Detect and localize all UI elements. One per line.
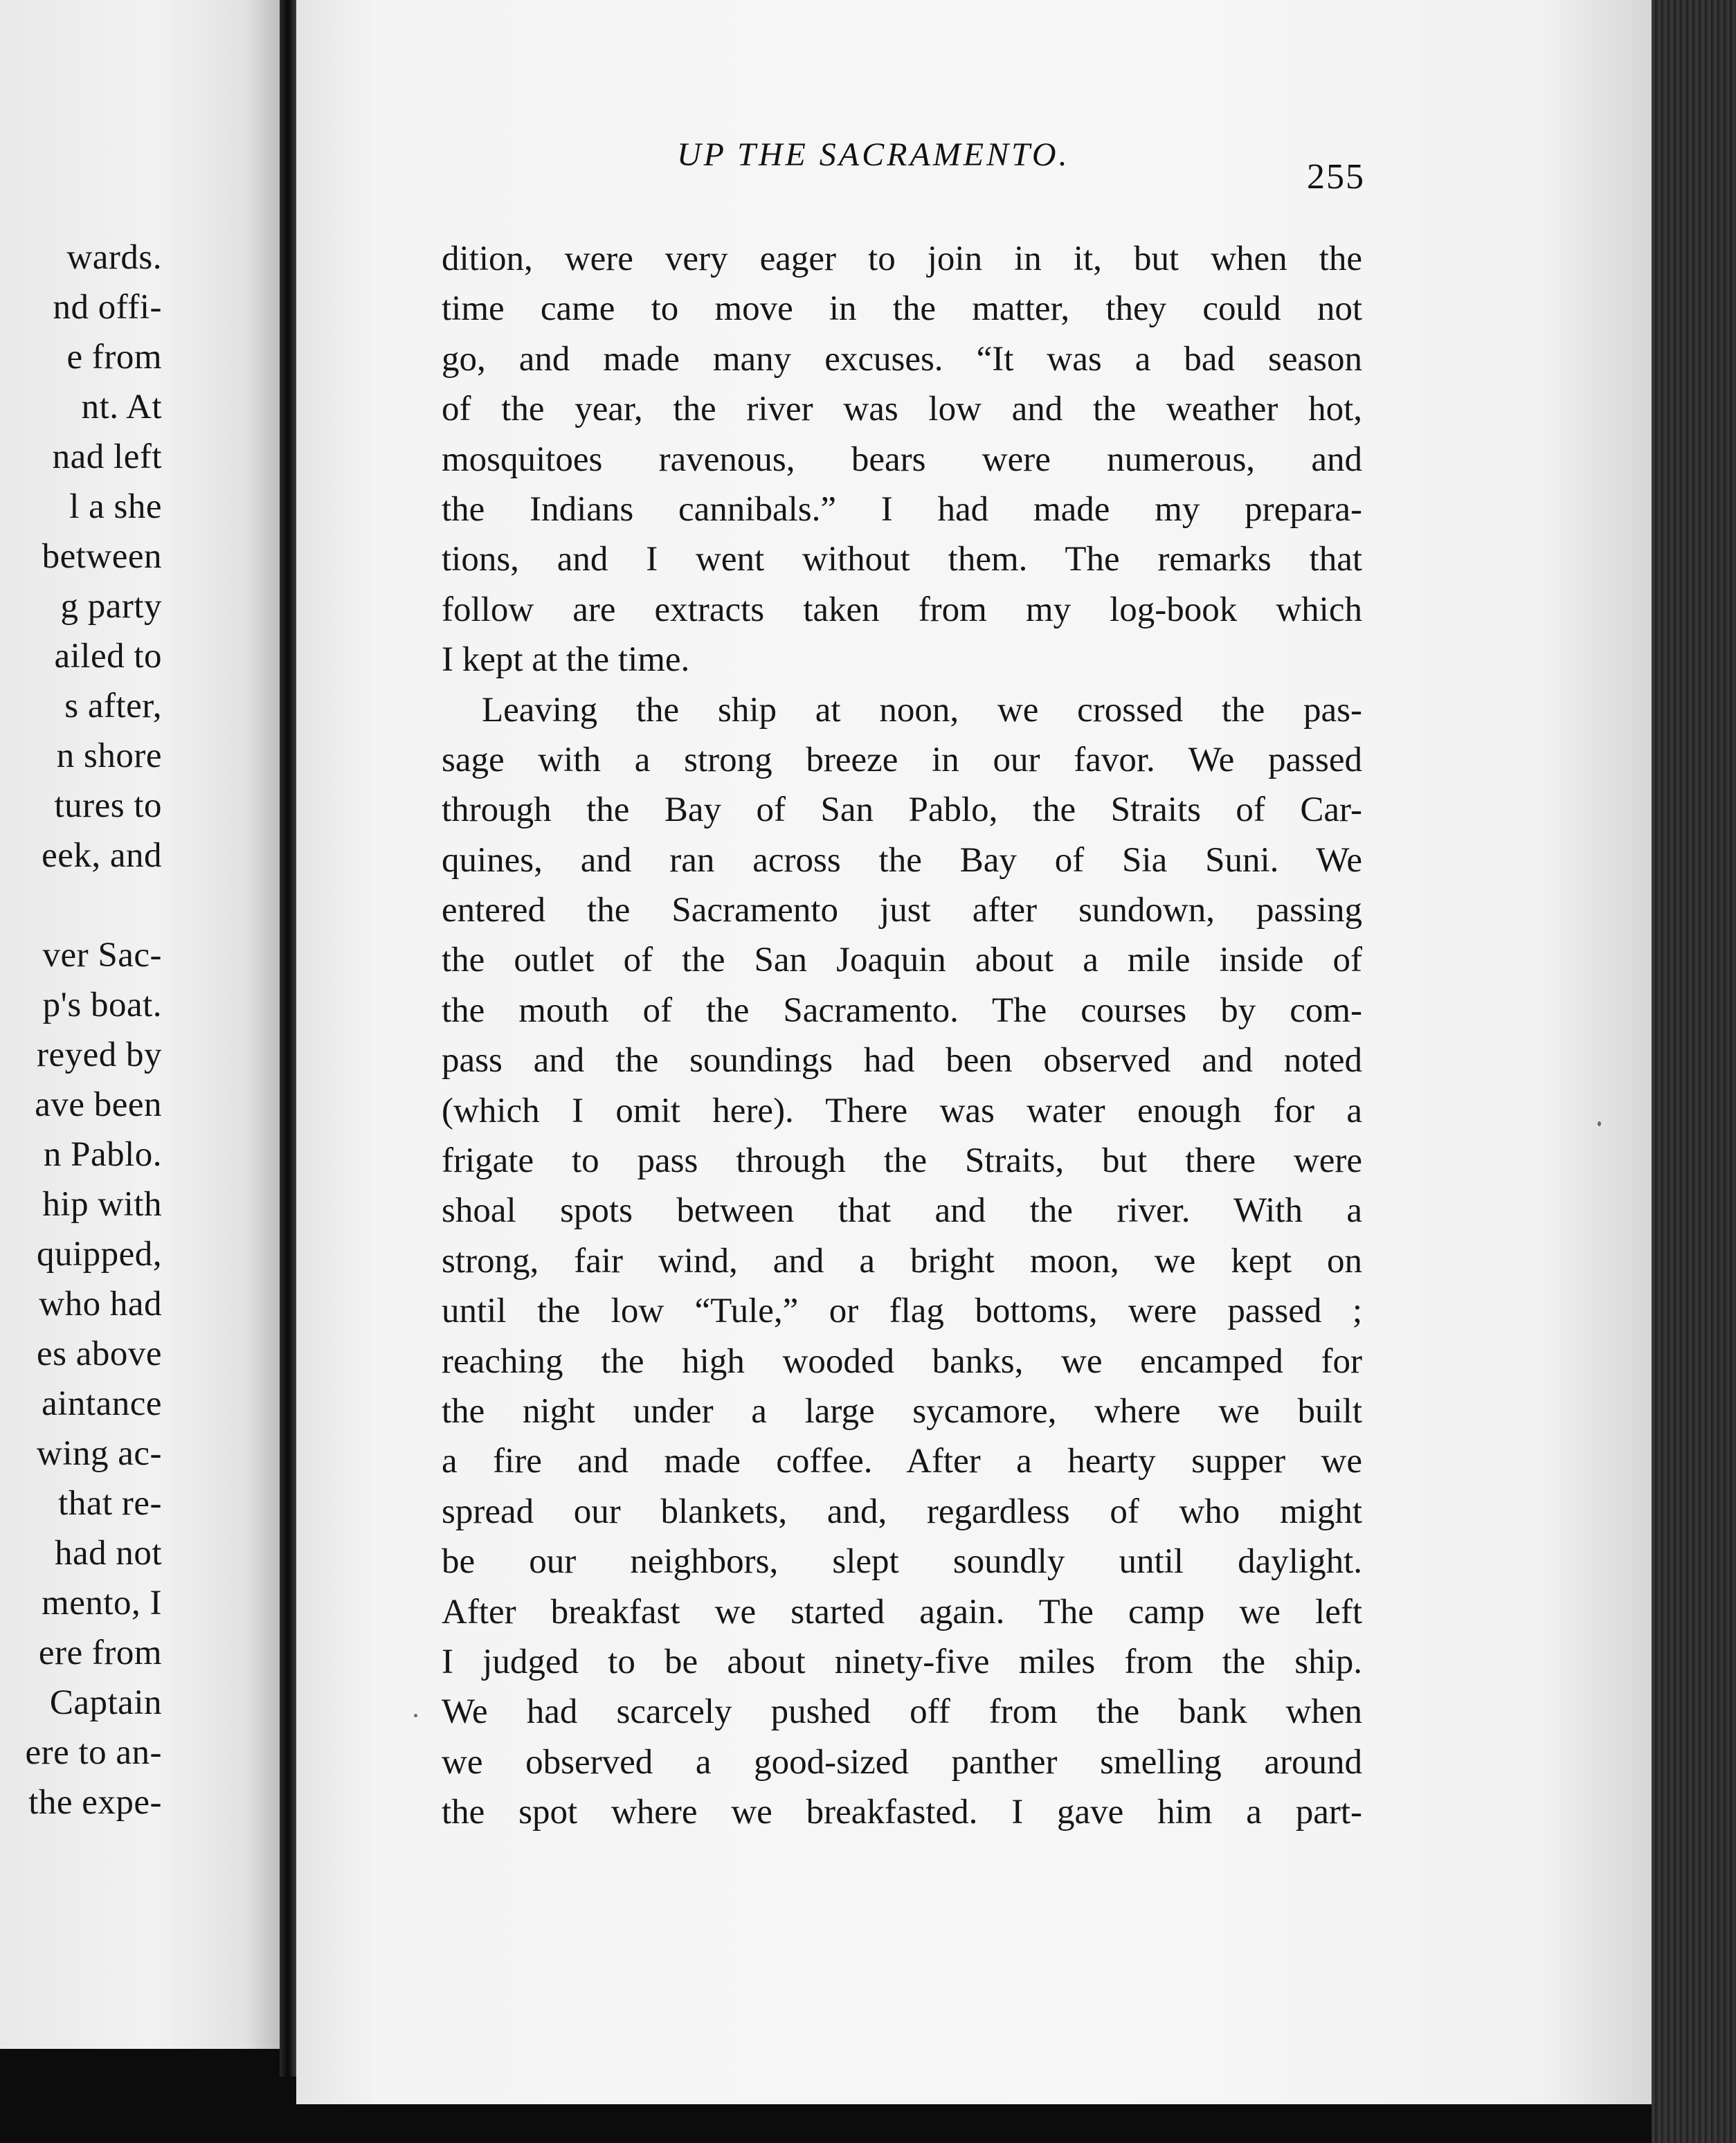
- book-gutter: [280, 0, 296, 2077]
- text-line: through the Bay of San Pablo, the Straits of Car-: [442, 790, 1362, 830]
- text-line: go, and made many excuses. “It was a bad season: [442, 339, 1362, 379]
- left-page-line: nt. At: [81, 388, 162, 426]
- text-line: be our neighbors, slept soundly until daylight.: [442, 1542, 1362, 1582]
- text-line: the outlet of the San Joaquin about a mile inside of: [442, 941, 1362, 980]
- text-line: of the year, the river was low and the weather hot,: [442, 390, 1362, 429]
- text-line: I kept at the time.: [442, 640, 690, 680]
- left-page-line: n shore: [56, 736, 162, 775]
- text-line: pass and the soundings had been observed and noted: [442, 1041, 1362, 1080]
- text-line: tions, and I went without them. The remarks that: [442, 540, 1362, 579]
- scan-speck: [1598, 1121, 1601, 1126]
- left-page-line: wards.: [66, 238, 162, 277]
- text-line: sage with a strong breeze in our favor. We passed: [442, 740, 1362, 779]
- left-page-line: aintance: [42, 1384, 162, 1423]
- text-line: time came to move in the matter, they could not: [442, 289, 1362, 329]
- left-page-line: that re-: [58, 1484, 162, 1523]
- left-page-line: hip with: [42, 1185, 162, 1224]
- text-line: the Indians cannibals.” I had made my prepara-: [442, 489, 1362, 529]
- text-line: the spot where we breakfasted. I gave him a part-: [442, 1793, 1362, 1832]
- page-number: 255: [1307, 157, 1365, 197]
- left-page-line: who had: [39, 1285, 162, 1323]
- left-page-line: quipped,: [36, 1235, 162, 1274]
- text-line: reaching the high wooded banks, we encamped for: [442, 1341, 1362, 1381]
- left-page-line: Captain: [49, 1683, 162, 1722]
- text-line: dition, were very eager to join in it, but when the: [442, 239, 1362, 278]
- running-head-title: UP THE SACRAMENTO.: [677, 136, 1070, 173]
- right-page: [296, 0, 1652, 2118]
- text-line: entered the Sacramento just after sundown, passing: [442, 891, 1362, 930]
- text-line: follow are extracts taken from my log-book which: [442, 590, 1362, 629]
- left-page-line: tures to: [54, 786, 162, 825]
- text-line: I judged to be about ninety-five miles from the ship.: [442, 1642, 1362, 1681]
- text-line: the mouth of the Sacramento. The courses by com-: [442, 991, 1362, 1030]
- left-page-line: e from: [66, 338, 162, 377]
- left-page-line: the expe-: [28, 1783, 162, 1822]
- left-page-line: l a she: [69, 487, 162, 526]
- left-page-line: ave been: [35, 1085, 162, 1124]
- text-line: frigate to pass through the Straits, but there were: [442, 1141, 1362, 1181]
- left-page-line: wing ac-: [36, 1434, 162, 1473]
- left-page-line: nd offi-: [53, 288, 162, 327]
- left-page-line: p's boat.: [42, 986, 162, 1024]
- left-page-line: had not: [54, 1534, 162, 1573]
- left-page-line: g party: [60, 587, 162, 626]
- text-line: Leaving the ship at noon, we crossed the pas-: [482, 690, 1362, 730]
- left-page-line: ere to an-: [25, 1733, 162, 1772]
- text-line: quines, and ran across the Bay of Sia Suni. We: [442, 840, 1362, 880]
- text-line: After breakfast we started again. The camp we left: [442, 1592, 1362, 1631]
- text-line: We had scarcely pushed off from the bank when: [442, 1692, 1362, 1732]
- left-facing-page: [0, 0, 280, 2049]
- text-line: (which I omit here). There was water enough for a: [442, 1091, 1362, 1130]
- left-page-line: ere from: [38, 1634, 162, 1672]
- left-page-line: between: [42, 537, 162, 576]
- text-line: a fire and made coffee. After a hearty supper we: [442, 1442, 1362, 1481]
- scan-bottom-shadow: [0, 2104, 1652, 2143]
- left-page-line: reyed by: [36, 1036, 162, 1074]
- left-page-line: nad left: [52, 437, 162, 476]
- text-line: the night under a large sycamore, where we built: [442, 1391, 1362, 1431]
- body-text: [442, 234, 1362, 1838]
- text-line: spread our blankets, and, regardless of who might: [442, 1492, 1362, 1531]
- left-page-line: ver Sac-: [42, 936, 162, 975]
- left-page-line: s after,: [64, 687, 162, 725]
- text-line: strong, fair wind, and a bright moon, we kept on: [442, 1241, 1362, 1281]
- left-page-line: ailed to: [54, 637, 162, 676]
- left-page-line: eek, and: [42, 836, 162, 875]
- text-line: we observed a good-sized panther smelling around: [442, 1742, 1362, 1782]
- text-line: mosquitoes ravenous, bears were numerous, and: [442, 440, 1362, 479]
- text-line: until the low “Tule,” or flag bottoms, were passed ;: [442, 1292, 1362, 1331]
- text-line: shoal spots between that and the river. With a: [442, 1191, 1362, 1231]
- left-page-line: es above: [36, 1335, 162, 1373]
- page-stack-edges: [1652, 0, 1736, 2143]
- scan-speck: [414, 1714, 417, 1717]
- left-page-line: n Pablo.: [43, 1135, 162, 1174]
- left-page-line: mento, I: [42, 1584, 162, 1622]
